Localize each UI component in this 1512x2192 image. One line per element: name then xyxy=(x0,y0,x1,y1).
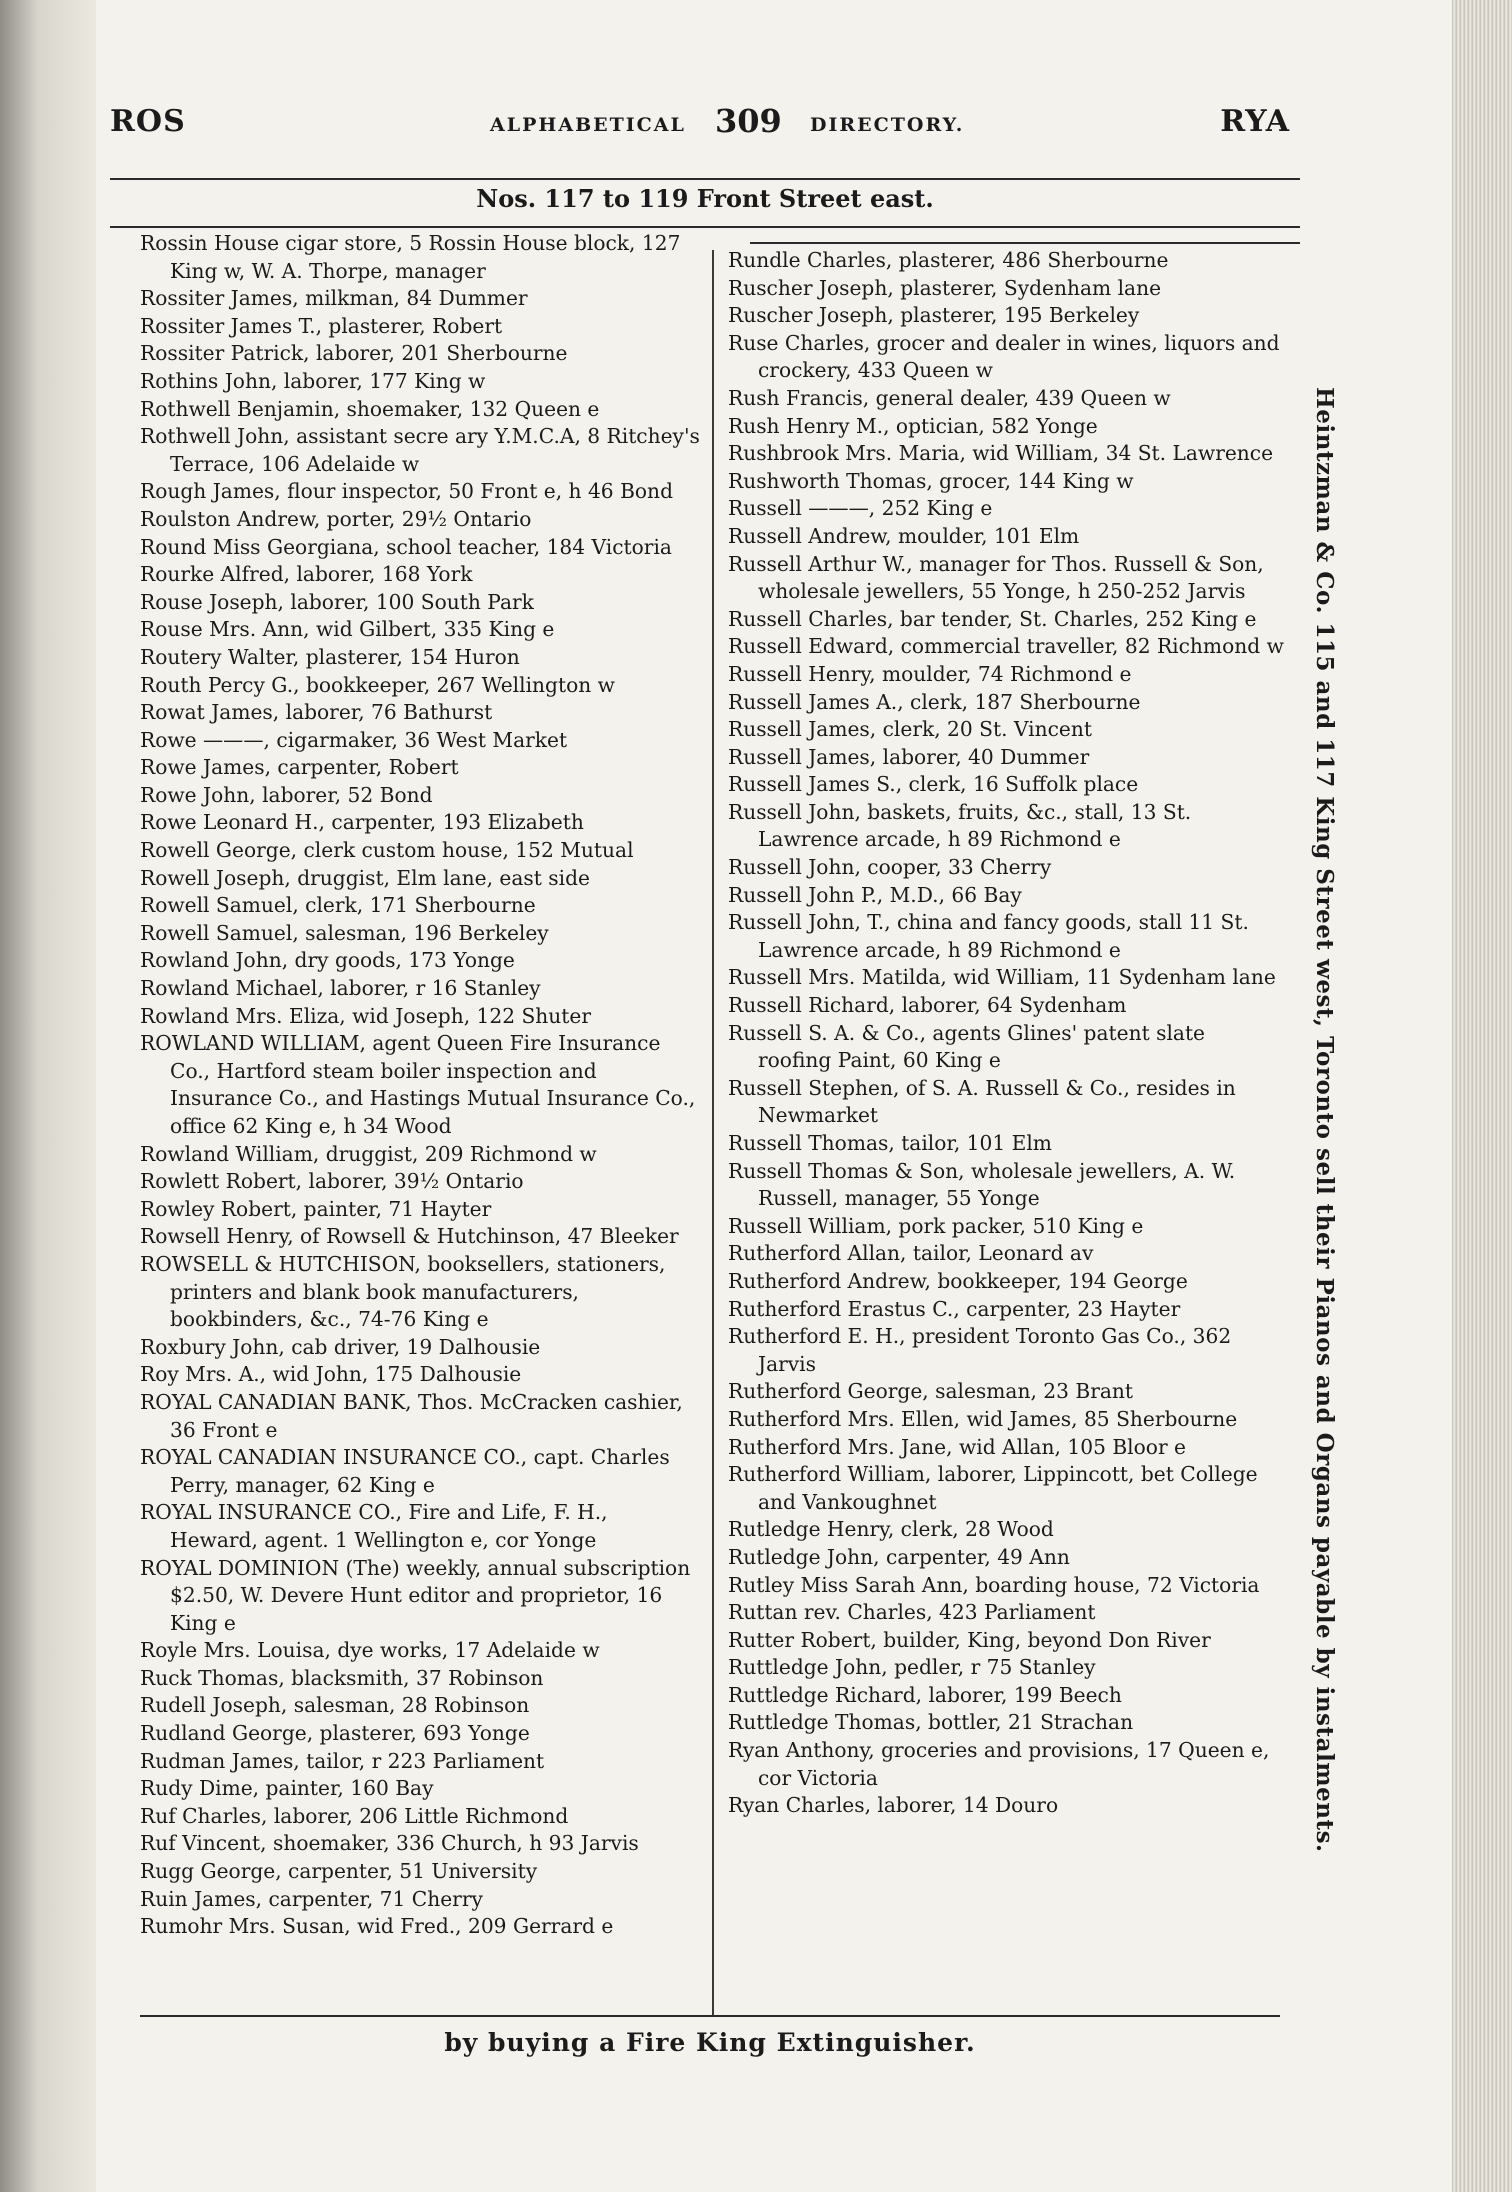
running-header xyxy=(110,100,1310,150)
header-right-guide: RYA xyxy=(1220,104,1290,139)
header-alphabetical: ALPHABETICAL xyxy=(490,114,686,136)
directory-entry: Russell S. A. & Co., agents Glines' patent slate roofing Paint, 60 King e xyxy=(728,1020,1206,1073)
directory-entry: Roy Mrs. A., wid John, 175 Dalhousie xyxy=(140,1362,522,1387)
directory-entry: Rutherford E. H., president Toronto Gas Co., 362 Jarvis xyxy=(728,1324,1232,1376)
directory-entry: Rowell Samuel, salesman, 196 Berkeley xyxy=(140,920,549,945)
directory-entry: Rush Francis, general dealer, 439 Queen w xyxy=(728,385,1171,410)
directory-entry: ROYAL DOMINION (The) weekly, annual subscription $2.50, W. Devere Hunt editor and proprietor, 16 King e xyxy=(140,1555,691,1635)
directory-entry: Russell Arthur W., manager for Thos. Russell & Son, wholesale jewellers, 55 Yonge, h 250-252 Jarvis xyxy=(728,551,1264,604)
directory-entry: Rutherford Andrew, bookkeeper, 194 George xyxy=(728,1268,1188,1293)
directory-entry: Russell Mrs. Matilda, wid William, 11 Sydenham lane xyxy=(728,965,1276,990)
right-column-rule xyxy=(750,242,1300,244)
directory-entry: Ruin James, carpenter, 71 Cherry xyxy=(140,1886,483,1911)
directory-entry: Rowland Mrs. Eliza, wid Joseph, 122 Shuter xyxy=(140,1003,592,1028)
directory-entry: Roulston Andrew, porter, 29½ Ontario xyxy=(140,506,532,531)
book-page-edges xyxy=(1452,0,1512,2192)
directory-entry: Rowell Joseph, druggist, Elm lane, east side xyxy=(140,865,590,890)
directory-entry: Russell Edward, commercial traveller, 82 Richmond w xyxy=(728,634,1284,659)
directory-entry: Ruttan rev. Charles, 423 Parliament xyxy=(728,1600,1096,1625)
directory-entry: ROWSELL & HUTCHISON, booksellers, stationers, printers and blank book manufacturers, bookbinders, &c., 74-76 King e xyxy=(140,1251,666,1332)
directory-entry: Rutley Miss Sarah Ann, boarding house, 72 Victoria xyxy=(728,1572,1260,1597)
directory-entry: Rush Henry M., optician, 582 Yonge xyxy=(728,413,1098,438)
header-directory: DIRECTORY. xyxy=(810,114,965,136)
banner-rule xyxy=(110,226,1300,228)
directory-entry: Royle Mrs. Louisa, dye works, 17 Adelaide w xyxy=(140,1638,600,1663)
directory-entry: ROYAL CANADIAN INSURANCE CO., capt. Charles Perry, manager, 62 King e xyxy=(140,1445,670,1497)
directory-entry: Russell James A., clerk, 187 Sherbourne xyxy=(728,689,1141,714)
directory-entry: Russell Richard, laborer, 64 Sydenham xyxy=(728,993,1127,1018)
directory-entry: Rundle Charles, plasterer, 486 Sherbourne xyxy=(728,248,1169,272)
directory-entry: Rudy Dime, painter, 160 Bay xyxy=(140,1776,434,1801)
directory-entry: Russell James, clerk, 20 St. Vincent xyxy=(728,717,1092,742)
directory-entry: Ryan Anthony, groceries and provisions, 17 Queen e, cor Victoria xyxy=(728,1738,1270,1790)
directory-entry: Russell Thomas, tailor, 101 Elm xyxy=(728,1131,1052,1155)
directory-entry: Rutter Robert, builder, King, beyond Don River xyxy=(728,1627,1211,1652)
directory-entry: Rowsell Henry, of Rowsell & Hutchinson, 47 Bleeker xyxy=(140,1224,679,1249)
directory-entry: Rutherford Mrs. Ellen, wid James, 85 Sherbourne xyxy=(728,1406,1238,1431)
directory-entry: Russell James, laborer, 40 Dummer xyxy=(728,744,1090,769)
directory-entry: Ryan Charles, laborer, 14 Douro xyxy=(728,1793,1059,1818)
directory-entry: Rowe John, laborer, 52 Bond xyxy=(140,782,433,807)
directory-entry: Russell John, baskets, fruits, &c., stall, 13 St. Lawrence arcade, h 89 Richmond e xyxy=(728,799,1192,852)
directory-entry: Ruf Vincent, shoemaker, 336 Church, h 93 Jarvis xyxy=(140,1831,639,1856)
directory-entry: Russell ———, 252 King e xyxy=(728,496,993,521)
directory-entry: Rothwell John, assistant secre ary Y.M.C.A, 8 Ritchey's Terrace, 106 Adelaide w xyxy=(140,424,700,476)
directory-entry: Russell James S., clerk, 16 Suffolk place xyxy=(728,772,1139,797)
directory-entry: Rugg George, carpenter, 51 University xyxy=(140,1859,538,1884)
header-left-guide: ROS xyxy=(110,104,186,139)
directory-entry: Ruf Charles, laborer, 206 Little Richmond xyxy=(140,1803,569,1828)
directory-entry: Rowlett Robert, laborer, 39½ Ontario xyxy=(140,1169,524,1194)
directory-entry: Rowe James, carpenter, Robert xyxy=(140,755,459,780)
directory-entry: Rutherford Allan, tailor, Leonard av xyxy=(728,1241,1094,1266)
directory-entry: Rowley Robert, painter, 71 Hayter xyxy=(140,1196,492,1221)
directory-entry: Rowland Michael, laborer, r 16 Stanley xyxy=(140,976,541,1001)
directory-entry: Russell Andrew, moulder, 101 Elm xyxy=(728,523,1080,548)
directory-entry: Ruttledge Thomas, bottler, 21 Strachan xyxy=(728,1710,1134,1735)
footer-rule xyxy=(140,2015,1280,2017)
directory-entry: Russell Charles, bar tender, St. Charles, 252 King e xyxy=(728,606,1257,631)
directory-entry: Rowland William, druggist, 209 Richmond w xyxy=(140,1141,597,1166)
directory-entry: Rutherford Mrs. Jane, wid Allan, 105 Bloor e xyxy=(728,1434,1186,1459)
directory-entry: Ruse Charles, grocer and dealer in wines, liquors and crockery, 433 Queen w xyxy=(728,330,1280,383)
directory-entry: Rowe ———, cigarmaker, 36 West Market xyxy=(140,727,568,752)
directory-entry: Rudland George, plasterer, 693 Yonge xyxy=(140,1721,530,1746)
directory-entry: Ruttledge John, pedler, r 75 Stanley xyxy=(728,1655,1096,1680)
directory-entry: Russell Thomas & Son, wholesale jewellers, A. W. Russell, manager, 55 Yonge xyxy=(728,1158,1236,1211)
side-advertisement: Heintzman & Co. 115 and 117 King Street west, Toronto sell their Pianos and Organs payable by instalments. xyxy=(1311,387,1338,1853)
directory-entry: Ruscher Joseph, plasterer, Sydenham lane xyxy=(728,275,1162,300)
directory-entry: Rossin House cigar store, 5 Rossin House block, 127 King w, W. A. Thorpe, manager xyxy=(140,231,681,283)
top-advertisement: Nos. 117 to 119 Front Street east. xyxy=(476,184,934,213)
directory-entry: Ruscher Joseph, plasterer, 195 Berkeley xyxy=(728,303,1140,328)
directory-entry: Rushbrook Mrs. Maria, wid William, 34 St. Lawrence xyxy=(728,441,1274,466)
left-column-entries xyxy=(140,230,700,1941)
directory-entry: Rowell George, clerk custom house, 152 Mutual xyxy=(140,838,634,863)
right-column-entries xyxy=(728,247,1284,1820)
directory-entry: Roxbury John, cab driver, 19 Dalhousie xyxy=(140,1334,541,1359)
directory-entry: Russell Henry, moulder, 74 Richmond e xyxy=(728,661,1132,686)
directory-entry: Russell John, cooper, 33 Cherry xyxy=(728,855,1052,880)
directory-entry: Rothwell Benjamin, shoemaker, 132 Queen e xyxy=(140,396,600,421)
directory-entry: Rowland John, dry goods, 173 Yonge xyxy=(140,948,515,973)
directory-entry: Rowell Samuel, clerk, 171 Sherbourne xyxy=(140,893,536,918)
directory-entry: ROYAL INSURANCE CO., Fire and Life, F. H., Heward, agent. 1 Wellington e, cor Yonge xyxy=(140,1500,608,1552)
directory-entry: Rossiter Patrick, laborer, 201 Sherbourne xyxy=(140,341,568,366)
adjacent-page-edge xyxy=(0,0,96,2192)
directory-entry: Ruttledge Richard, laborer, 199 Beech xyxy=(728,1682,1122,1707)
directory-entry: Russell Stephen, of S. A. Russell & Co., resides in Newmarket xyxy=(728,1075,1236,1128)
directory-entry: Russell John P., M.D., 66 Bay xyxy=(728,882,1022,907)
directory-entry: Rutherford William, laborer, Lippincott, bet College and Vankoughnet xyxy=(728,1462,1258,1514)
directory-entry: Rothins John, laborer, 177 King w xyxy=(140,368,486,393)
directory-entry: ROWLAND WILLIAM, agent Queen Fire Insurance Co., Hartford steam boiler inspection and Insurance Co., and Hastings Mutual Insurance Co., office 62 King e, h 34 Wood xyxy=(140,1031,696,1138)
page-number: 309 xyxy=(715,102,782,140)
header-rule xyxy=(110,178,1300,180)
directory-entry: Rourke Alfred, laborer, 168 York xyxy=(140,562,473,587)
directory-entry: Ruck Thomas, blacksmith, 37 Robinson xyxy=(140,1665,544,1690)
directory-entry: Rowat James, laborer, 76 Bathurst xyxy=(140,700,493,725)
directory-entry: Rudman James, tailor, r 223 Parliament xyxy=(140,1748,545,1773)
directory-entry: Rough James, flour inspector, 50 Front e, h 46 Bond xyxy=(140,479,673,504)
directory-entry: Russell William, pork packer, 510 King e xyxy=(728,1213,1144,1238)
directory-entry: Russell John, T., china and fancy goods, stall 11 St. Lawrence arcade, h 89 Richmond e xyxy=(728,910,1249,962)
directory-entry: Routery Walter, plasterer, 154 Huron xyxy=(140,644,520,669)
directory-entry: Rutherford Erastus C., carpenter, 23 Hayter xyxy=(728,1296,1181,1321)
directory-entry: Rutledge Henry, clerk, 28 Wood xyxy=(728,1517,1054,1542)
directory-entry: Rowe Leonard H., carpenter, 193 Elizabeth xyxy=(140,810,584,835)
bottom-advertisement: by buying a Fire King Extinguisher. xyxy=(444,2028,976,2057)
directory-entry: Rudell Joseph, salesman, 28 Robinson xyxy=(140,1693,530,1718)
directory-entry: Rouse Joseph, laborer, 100 South Park xyxy=(140,589,534,614)
directory-entry: Rushworth Thomas, grocer, 144 King w xyxy=(728,468,1134,493)
directory-entry: Rutledge John, carpenter, 49 Ann xyxy=(728,1544,1070,1569)
directory-entry: Routh Percy G., bookkeeper, 267 Wellington w xyxy=(140,672,615,697)
directory-entry: Rossiter James T., plasterer, Robert xyxy=(140,313,503,338)
directory-entry: Rumohr Mrs. Susan, wid Fred., 209 Gerrard e xyxy=(140,1914,614,1939)
directory-entry: Round Miss Georgiana, school teacher, 184 Victoria xyxy=(140,534,672,559)
directory-entry: Rouse Mrs. Ann, wid Gilbert, 335 King e xyxy=(140,617,555,642)
directory-entry: ROYAL CANADIAN BANK, Thos. McCracken cashier, 36 Front e xyxy=(140,1389,683,1442)
directory-entry: Rutherford George, salesman, 23 Brant xyxy=(728,1379,1134,1404)
column-divider xyxy=(712,250,714,2015)
directory-entry: Rossiter James, milkman, 84 Dummer xyxy=(140,286,528,311)
